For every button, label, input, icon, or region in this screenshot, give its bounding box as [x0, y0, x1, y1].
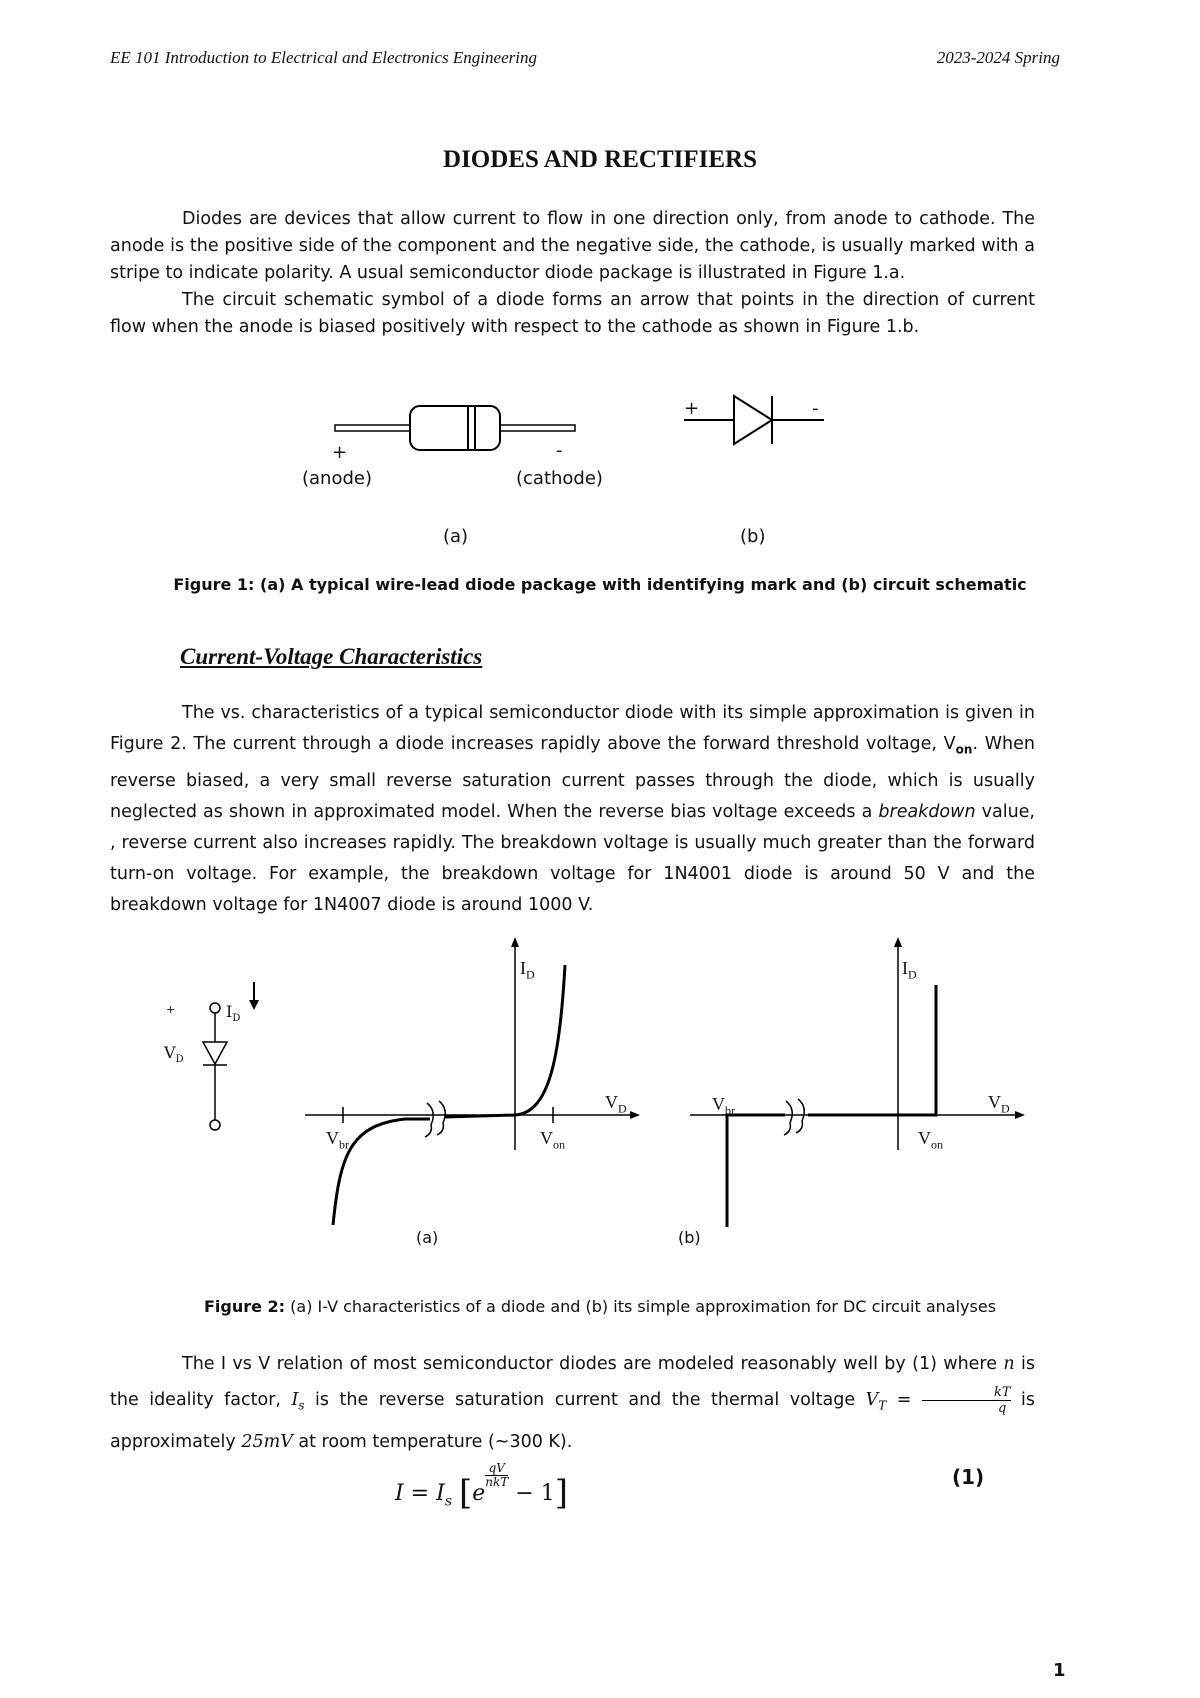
fig2b-vbr-label: $V_{br}$	[712, 1094, 735, 1118]
vt-value: 25mV	[241, 1431, 293, 1452]
fig1-anode-label: (anode)	[302, 468, 372, 489]
fig1-sub-b: (b)	[740, 526, 766, 547]
iv-paragraph	[110, 698, 1035, 921]
ideality-n: n	[1003, 1354, 1015, 1374]
fig2b-id-label: $I_D$	[902, 958, 917, 982]
equation-1: $I = I_s$ [e $^{qV nkT}$ − 1]	[395, 1461, 569, 1513]
fig2a-vd-label: $V_D$	[605, 1092, 627, 1116]
page-title: DIODES AND RECTIFIERS	[443, 146, 757, 173]
intro-p2: The circuit schematic symbol of a diode forms an arrow that points in the direction of current flow when the anode is biased positively with respect to the cathode as shown in Figure 1.b.	[110, 290, 1035, 337]
fig1-caption-label: Figure 1:	[173, 575, 255, 594]
iv-text-3: value, , reverse current also increases rapidly. The breakdown voltage is usually much greater than the forward turn-on voltage. For example, the breakdown voltage for 1N4001 diode is around 50 V and the breakdown voltage for 1N4007 diode is around 1000 V.	[110, 801, 1035, 915]
figure2-caption	[0, 1297, 1200, 1316]
fig2-sub-a: (a)	[416, 1228, 439, 1247]
iv-breakdown: breakdown	[878, 801, 976, 822]
fig2-circuit-plus: +	[166, 1003, 176, 1016]
equation-number: (1)	[952, 1465, 985, 1489]
iv-text-1: The vs. characteristics of a typical semiconductor diode with its simple approximation is given in Figure 2. The current through a diode increases rapidly above the forward threshold voltage, V	[110, 703, 1035, 754]
fig1-caption-text: (a) A typical wire-lead diode package with identifying mark and (b) circuit schematic	[254, 575, 1027, 594]
model-paragraph: The I vs V relation of most semiconductor diodes are modeled reasonably well by (1) where n is the ideality factor, $I_s$ is the reverse saturation current and the thermal voltage $V_T$ = $\frac{kT}{q}$ is approximately 25mV at room temperature (~300 K).	[110, 1354, 1035, 1452]
fig2a-vbr-label: $V_{br}$	[326, 1128, 349, 1152]
fig2-sub-b: (b)	[678, 1228, 701, 1247]
vt-symbol: $V_T$	[865, 1390, 887, 1413]
fig1-cathode-minus: -	[556, 440, 563, 461]
fig1-sub-a: (a)	[443, 526, 469, 547]
is-symbol: $I_s$	[291, 1390, 305, 1413]
fig1-cathode-label: (cathode)	[516, 468, 603, 489]
figure1-diode-symbol	[684, 392, 824, 452]
fig2b-von-label: $V_{on}$	[918, 1128, 943, 1152]
intro-p1: Diodes are devices that allow current to flow in one direction only, from anode to cathode. The anode is the positive side of the component and the negative side, the cathode, is usually marked with a stripe to indicate polarity. A usual semiconductor diode package is illustrated in Figure 1.a.	[110, 209, 1035, 283]
fig2b-vd-label: $V_D$	[988, 1092, 1010, 1116]
iv-von-sub: on	[955, 742, 973, 757]
fig2-circuit-vd: $V_D$	[164, 1043, 184, 1066]
figure2b-approx-curve	[690, 935, 1025, 1235]
fig2a-von-label: $V_{on}$	[540, 1128, 565, 1152]
figure2a-iv-curve	[305, 935, 640, 1235]
fig2-circuit-id: $I_D$	[226, 1002, 241, 1025]
header-term: 2023-2024 Spring	[936, 48, 1060, 67]
fig2-caption-label: Figure 2:	[203, 1297, 286, 1316]
fig1b-plus: +	[684, 398, 700, 419]
section-heading: Current-Voltage Characteristics	[180, 644, 483, 669]
intro-paragraph	[110, 206, 1035, 341]
iv-text-2: . When reverse biased, a very small reverse saturation current passes through the diode, which is usually neglected as shown in approximated model. When the reverse bias voltage exceeds a	[110, 734, 1035, 822]
fig2a-id-label: $I_D$	[520, 958, 535, 982]
fig1b-minus: -	[812, 398, 819, 419]
figure1-diode-package	[330, 398, 580, 458]
header-course: EE 101 Introduction to Electrical and Electronics Engineering	[110, 48, 537, 67]
fig1-anode-plus: +	[332, 442, 348, 463]
figure1-caption	[0, 575, 1200, 594]
page-number: 1	[1053, 1660, 1066, 1681]
fig2-caption-text: (a) I-V characteristics of a diode and (b) its simple approximation for DC circuit analyses	[285, 1297, 997, 1316]
kt-over-q: $\frac{kT}{q}$	[922, 1385, 1011, 1416]
